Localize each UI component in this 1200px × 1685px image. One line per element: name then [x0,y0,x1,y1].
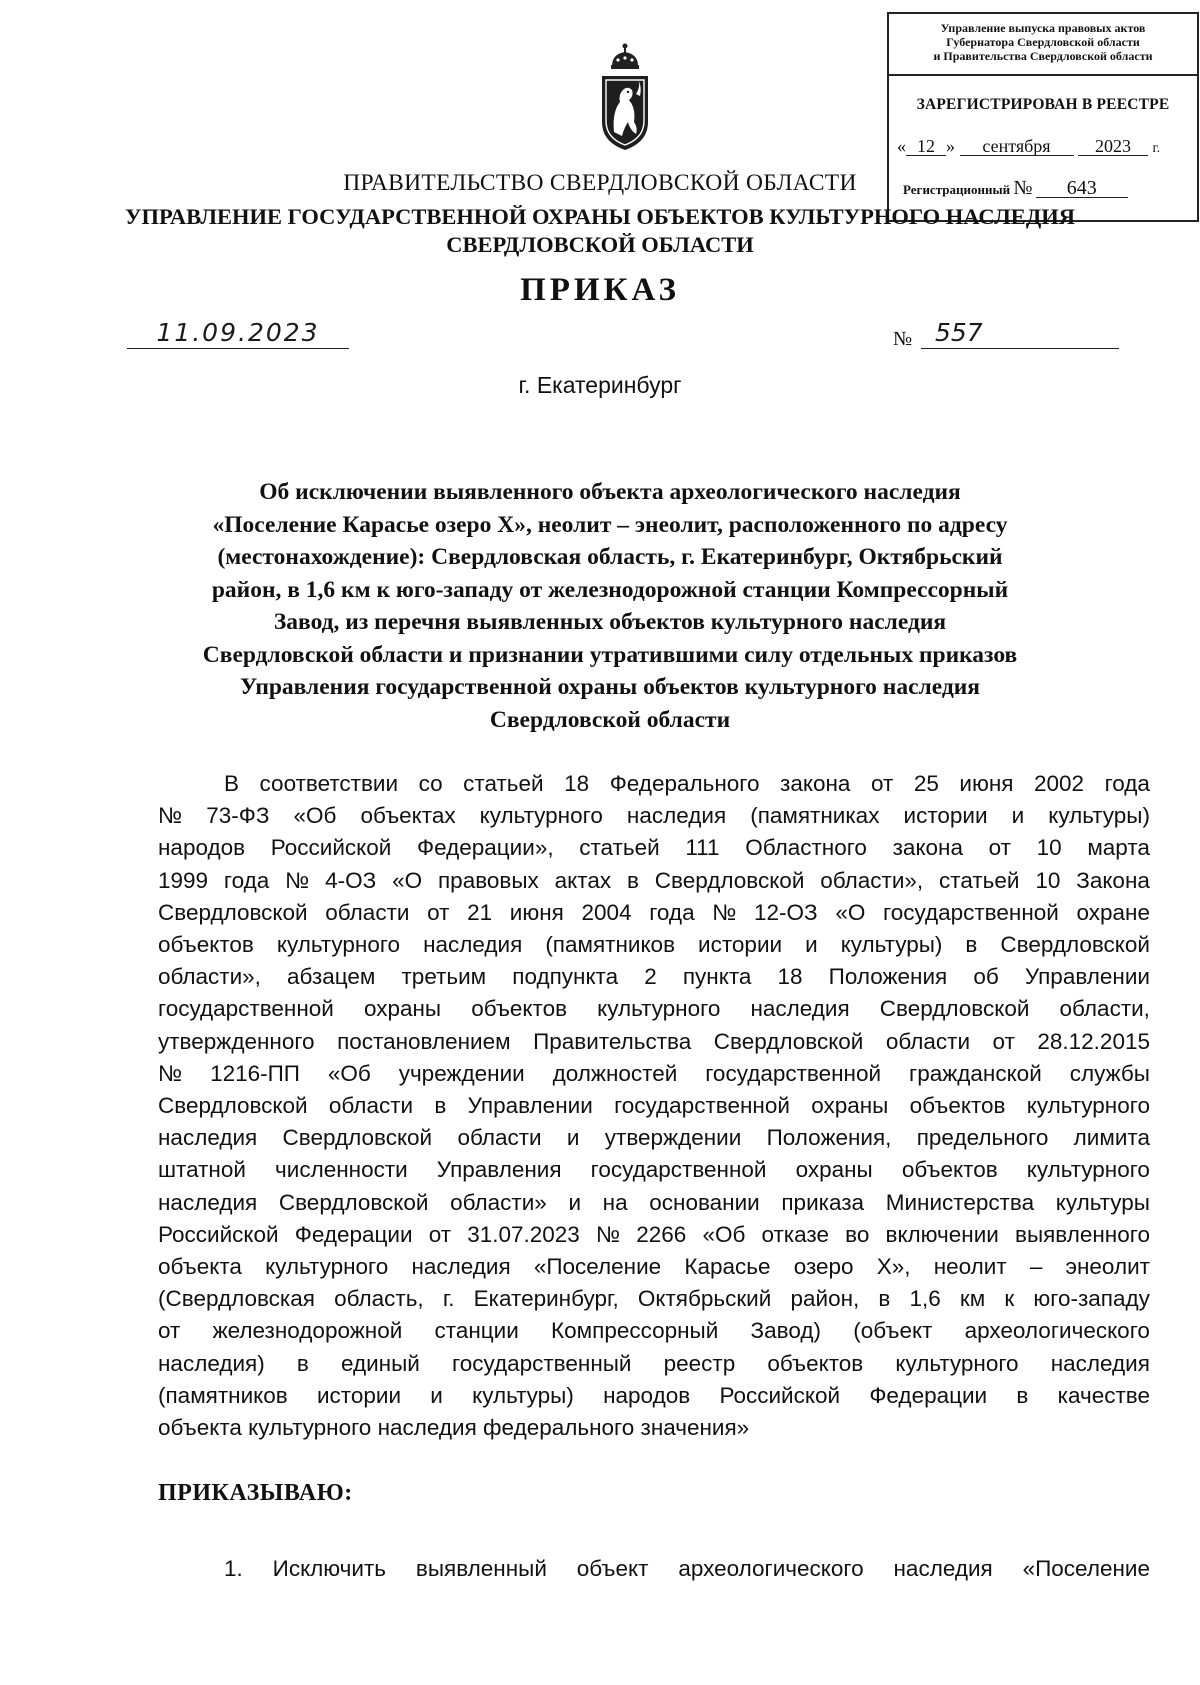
word: Карасье [684,1254,771,1280]
word: истории [903,803,988,829]
word: Свердловской [654,867,805,893]
word: государственной [882,899,1059,925]
word: области, [1059,996,1150,1022]
word: Х», [876,1254,911,1280]
word: от [992,1028,1015,1054]
word: приказа [781,1189,865,1215]
word: охраны [795,1157,873,1183]
city: г. Екатеринбург [518,372,682,398]
preamble-paragraph [158,768,1150,1444]
word: Российской [158,1221,279,1247]
word: 25 [913,771,939,796]
body-line [158,865,1150,897]
stamp-date [889,136,1197,157]
word: Свердловской [158,1093,308,1119]
department-name-line2: СВЕРДЛОВСКОЙ ОБЛАСТИ [446,232,754,257]
word: культурного [597,996,721,1022]
subject-line: район, в 1,6 км к юго-западу от железнодорожной станции Компрессорный [211,576,1009,603]
word: подпункта [512,964,619,990]
word: 12-ОЗ [754,899,818,925]
word: «Об [293,803,337,829]
word: наследия [423,932,523,958]
order-directive-heading: ПРИКАЗЫВАЮ: [158,1480,353,1506]
word: Федерального [609,771,760,796]
word: 2266 [636,1221,687,1247]
word: объектов [909,1093,1006,1119]
word: государственный [451,1350,632,1376]
body-line [158,1380,1150,1412]
word: 111 [685,835,720,861]
word: актах [554,867,612,893]
word: Компрессорный [551,1318,719,1344]
word: охране [1076,899,1150,925]
word: объектов [471,996,568,1022]
word: марта [1087,835,1150,861]
word: км [959,1286,986,1312]
body-line [158,993,1150,1025]
word: Екатеринбург, [473,1286,619,1312]
stamp-month: сентября [960,137,1074,156]
order-date: 11.09.2023 [127,318,349,349]
word: во [845,1221,870,1247]
stamp-issuer [889,14,1197,76]
word: станции [434,1318,519,1344]
word: Управлении [1024,964,1150,990]
word: объект [576,1556,649,1581]
word: гражданской [908,1060,1042,1086]
word: выявленный [415,1556,547,1581]
word: 10 [1035,867,1061,893]
word: объектов [158,932,254,958]
word: объекта [158,1254,242,1280]
word: третьим [401,964,487,990]
word: в [1016,1382,1029,1408]
word: Положения, [766,1125,892,1151]
word: культурного [895,1350,1019,1376]
word: народов [603,1382,691,1408]
word: утверждении [604,1125,742,1151]
word: культуры [1055,1189,1150,1215]
word: железнодорожной [212,1318,403,1344]
word: наследия [893,1556,993,1581]
word: 18 [777,964,803,990]
word: Исключить [272,1556,387,1581]
order-number-label: № [893,328,913,350]
word: озеро [793,1254,854,1280]
word: 1. [224,1556,243,1581]
department-name-line1: УПРАВЛЕНИЕ ГОСУДАРСТВЕННОЙ ОХРАНЫ ОБЪЕКТОВ КУЛЬТУРНОГО НАСЛЕДИЯ [124,204,1076,229]
word: со [418,771,443,796]
word: к [1004,1286,1015,1312]
order-item-1 [224,1556,1150,1582]
word: культурного [479,803,603,829]
body-line [158,961,1150,993]
word: объектов [767,1350,864,1376]
word: от [158,1318,181,1344]
subject-line: (местонахождение): Свердловская область, г. Екатеринбург, Октябрьский [217,544,1003,570]
word: от [988,835,1011,861]
word: археологического [678,1556,864,1581]
word: отказе [761,1221,829,1247]
word: лимита [1073,1125,1150,1151]
word: области [325,899,410,925]
body-line [158,832,1150,864]
word: постановлением [337,1028,511,1054]
word: области [885,1028,971,1054]
word: включении [885,1221,999,1247]
body-line [158,1026,1150,1058]
word: 73-ФЗ [206,803,270,829]
word: единый [340,1350,420,1376]
word: наследия [1050,1350,1150,1376]
word: «О [392,867,423,893]
word: области [328,1093,414,1119]
word: государственной [614,1093,790,1119]
body-line [158,897,1150,929]
word: статьей [463,771,544,796]
word: государственной [705,1060,882,1086]
word: культурного [265,1254,389,1280]
word: качестве [1057,1382,1150,1408]
word: № [285,867,310,893]
stamp-reg-label: Регистрационный [903,182,1011,197]
word: объектов [901,1157,998,1183]
word: культурного [276,932,401,958]
word: «Об [327,1060,371,1086]
word: наследия [411,1254,511,1280]
word: истории [698,932,783,958]
word: 31.07.2023 [467,1221,580,1247]
word: выявленного [1014,1221,1150,1247]
word: (памятников [545,932,676,958]
word: «О [835,899,866,925]
word: (Свердловская [158,1286,315,1312]
word: соответствии [259,771,399,796]
word: Областного [745,835,867,861]
body-line [158,1283,1150,1315]
word: юго-западу [1033,1286,1150,1312]
word: 4-ОЗ [325,867,377,893]
body-line [158,1219,1150,1251]
word: Правительства [533,1028,692,1054]
order-subject [150,476,1070,736]
subject-line: Свердловской области и признании утратившими силу отдельных приказов [202,641,1018,668]
word: Управления [436,1157,562,1183]
word: 10 [1036,835,1062,861]
word: статьей [939,867,1020,893]
word: об [973,964,999,990]
body-line [158,1090,1150,1122]
word: от [428,1221,452,1247]
word: в [965,932,978,958]
stamp-date-open-quote: « [897,136,906,156]
word: года [1104,771,1150,796]
word: культуры) [1048,803,1150,829]
word: должностей [552,1060,678,1086]
word: Свердловской [1000,932,1150,958]
body-line [158,1122,1150,1154]
stamp-issuer-line: и Правительства Свердловской области [933,49,1153,63]
word: Федерации [869,1382,988,1408]
word: Управлении [467,1093,593,1119]
word: (памятниках [750,803,880,829]
word: от [870,771,894,796]
word: Свердловской [278,1189,429,1215]
word: Министерства [885,1189,1035,1215]
word: утвержденного [158,1028,315,1054]
word: Свердловской [713,1028,864,1054]
word: пункта [682,964,752,990]
stamp-registered-label: ЗАРЕГИСТРИРОВАН В РЕЕСТРЕ [916,96,1170,113]
stamp-date-close-quote: » [946,136,955,156]
word: 1,6 [909,1286,941,1312]
word: «Об [702,1221,746,1247]
government-name: ПРАВИТЕЛЬСТВО СВЕРДЛОВСКОЙ ОБЛАСТИ [343,170,857,196]
word: в [626,867,639,893]
body-line [158,768,1150,800]
word: Положения [828,964,948,990]
word: 1999 [158,867,209,893]
word: охраны [363,996,442,1022]
word: Свердловской [282,1125,433,1151]
word: основании [649,1189,760,1215]
word: и [566,1125,580,1151]
word: «Поселение [1022,1556,1150,1581]
stamp-issuer-line: Губернатора Свердловской области [946,35,1140,49]
word: Российской [719,1382,841,1408]
word: 2004 [581,899,632,925]
word: 28.12.2015 [1037,1028,1150,1054]
word: (памятников [158,1382,288,1408]
word: штатной [158,1157,246,1183]
word: – [1029,1254,1043,1280]
stamp-year-suffix: г. [1152,141,1161,156]
word: народов [158,835,246,861]
word: учреждении [398,1060,525,1086]
word: район, [790,1286,860,1312]
word: культурного [1026,1093,1150,1119]
word: Завод) [750,1318,821,1344]
word: 21 [467,899,493,925]
word: абзацем [287,964,376,990]
word: № [158,803,183,829]
word: июня [959,771,1014,796]
word: года [649,899,695,925]
word: наследия [750,996,850,1022]
word: область, [334,1286,424,1312]
body-line: объекта культурного наследия федерального значения» [158,1415,750,1441]
word: № [712,899,737,925]
word: области», [158,964,261,990]
word: 1216-ПП [210,1060,300,1086]
word: Федерации», [417,835,554,861]
stamp-day: 12 [906,137,946,156]
word: культуры) [472,1382,574,1408]
word: 2 [644,964,657,990]
word: статьей [579,835,660,861]
body-line [158,929,1150,961]
word: наследия) [158,1350,265,1376]
word: наследия [158,1125,258,1151]
word: в [434,1093,447,1119]
word: 2002 [1033,771,1085,796]
word: службы [1069,1060,1150,1086]
word: энеолит [1065,1254,1150,1280]
word: наследия [626,803,727,829]
stamp-no-sign: № [1013,177,1033,199]
word: года [223,867,270,893]
word: реестр [663,1350,736,1376]
word: истории [316,1382,402,1408]
word: и [430,1382,443,1408]
body-line [158,1315,1150,1347]
subject-line: Свердловской области [489,706,731,733]
document-type: ПРИКАЗ [520,272,680,308]
word: закона [892,835,963,861]
word: в [296,1350,309,1376]
order-number: 557 [921,318,1119,349]
word: от [427,899,450,925]
word: на [602,1189,628,1215]
word: области [457,1125,542,1151]
word: археологического [964,1318,1150,1344]
word: 18 [564,771,590,796]
word: в [878,1286,891,1312]
subject-line: Завод, из перечня выявленных объектов культурного наследия [273,609,947,635]
word: объектах [360,803,456,829]
word: предельного [916,1125,1049,1151]
word: государственной [590,1157,767,1183]
word: Российской [270,835,392,861]
word: Закона [1076,867,1150,893]
word: июня [509,899,564,925]
word: численности [275,1157,408,1183]
word: охраны [811,1093,889,1119]
word: № [595,1221,621,1247]
word: и [568,1189,582,1215]
word: правовых [438,867,539,893]
stamp-reg-number: 643 [1036,179,1128,198]
word: (объект [853,1318,933,1344]
word: культуры) [840,932,943,958]
stamp-year: 2023 [1078,137,1148,156]
subject-line: Об исключении выявленного объекта археологического наследия [259,479,961,505]
word: Федерации [294,1221,413,1247]
word: наследия [158,1189,258,1215]
body-line [158,1187,1150,1219]
word: г. [442,1286,455,1312]
body-line [158,800,1150,832]
word: и [805,932,818,958]
subject-line: «Поселение Карасье озеро Х», неолит – энеолит, расположенного по адресу [212,511,1008,538]
word: области», [820,867,924,893]
word: и [1011,803,1025,829]
body-line [158,1348,1150,1380]
word: закона [780,771,851,796]
body-line [158,1058,1150,1090]
subject-line: Управления государственной охраны объектов культурного наследия [240,674,980,700]
word: культурного [1026,1157,1150,1183]
coat-of-arms-icon [598,42,652,154]
word: В [224,771,240,796]
word: № [158,1060,183,1086]
word: Свердловской [879,996,1030,1022]
word: Октябрьский [637,1286,772,1312]
word: неолит [933,1254,1007,1280]
body-line [158,1154,1150,1186]
word: области» [450,1189,547,1215]
word: Свердловской [158,899,308,925]
body-line [158,1251,1150,1283]
word: «Поселение [533,1254,662,1280]
stamp-issuer-line: Управление выпуска правовых актов [940,21,1146,35]
word: государственной [158,996,334,1022]
